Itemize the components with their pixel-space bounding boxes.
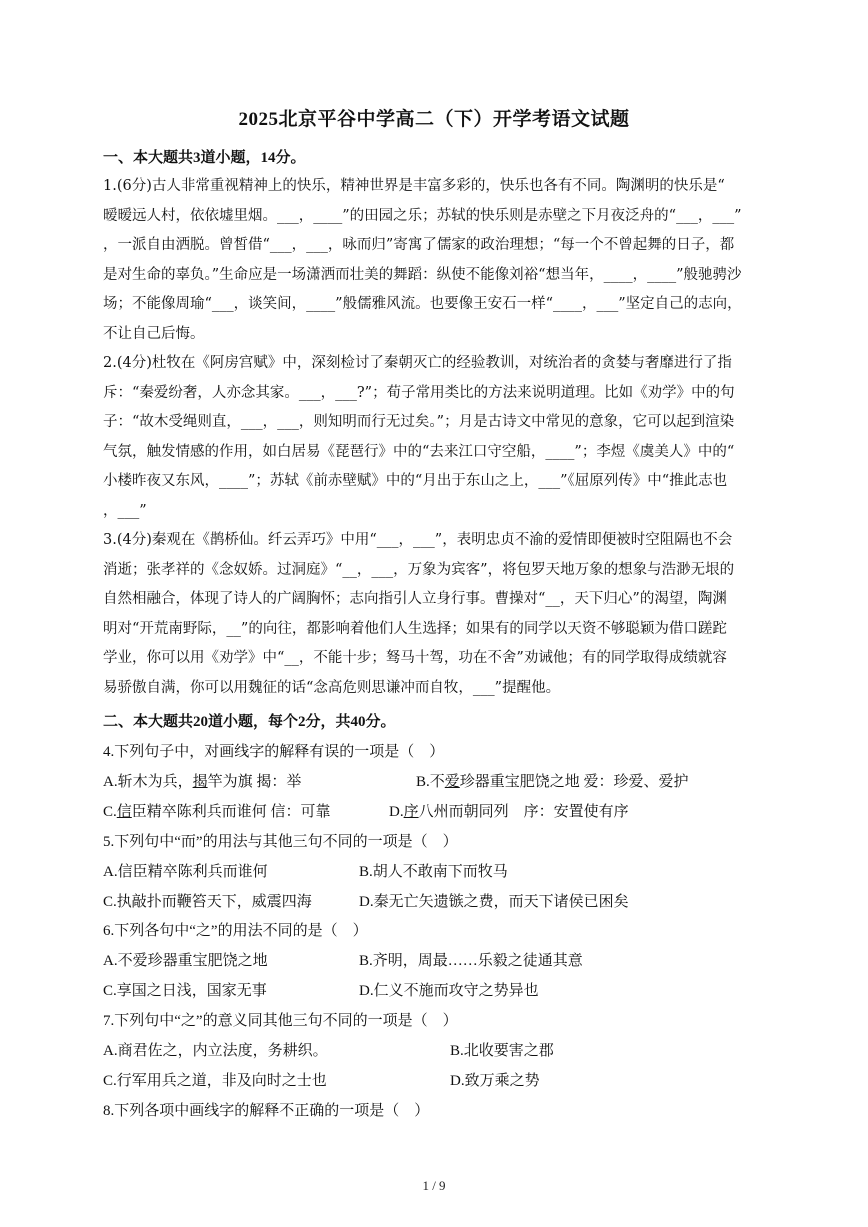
question-5-option-a: A.信臣精卒陈利兵而谁何 — [103, 864, 268, 880]
question-1-line: 1.(6分)古人非常重视精神上的快乐，精神世界是丰富多彩的，快乐也各有不同。陶渊明的快乐是“ — [103, 178, 725, 194]
question-1-line: ，一派自由洒脱。曾皙借“___，___，咏而归”寄寓了儒家的政治理想；“每一个不曾起舞的日子，都 — [103, 237, 735, 254]
question-4-option-c: C.信臣精卒陈利兵而谁何 信：可靠 — [103, 804, 331, 820]
question-4-option-b: B.不爱珍器重宝肥饶之地 爱：珍爱、爱护 — [416, 774, 689, 790]
question-7-option-d: D.致万乘之势 — [450, 1073, 540, 1089]
question-3-line: 学业，你可以用《劝学》中“__，不能十步；驽马十驾，功在不舍”劝诫他；有的同学取得成绩就容 — [103, 650, 727, 667]
question-1-line: 不让自己后悔。 — [103, 325, 205, 342]
question-3-line: 消逝；张孝祥的《念奴娇。过洞庭》“__，___，万象为宾客”，将包罗天地万象的想象与浩渺无垠的 — [103, 561, 735, 578]
question-1-line: 暧暧远人村，依依墟里烟。___，____”的田园之乐；苏轼的快乐则是赤壁之下月夜泛舟的“___，___” — [103, 207, 742, 224]
question-4-option-d: D.序八州而朝同列 序：安置使有序 — [389, 804, 629, 820]
question-2-line: ，___” — [103, 502, 147, 519]
question-2-line: 气氛，触发情感的作用，如白居易《琵琶行》中的“去来江口守空船，____”；李煜《虞美人》中的“ — [103, 443, 735, 460]
question-5-option-d: D.秦无亡矢遗镞之费，而天下诸侯已困矣 — [359, 894, 629, 910]
question-1-line: 场；不能像周瑜“___，谈笑间，____”般儒雅风流。也要像王安石一样“____，___”坚定自己的志向， — [103, 296, 742, 313]
question-2 — [103, 349, 765, 527]
question-3-line: 自然相融合，体现了诗人的广阔胸怀；志向指引人立身行事。曹操对“__，天下归心”的渴望，陶渊 — [103, 591, 727, 608]
question-1-line: 是对生命的辜负。”生命应是一场潇洒而壮美的舞蹈：纵使不能像刘裕“想当年，____，____”般驰骋沙 — [103, 266, 742, 283]
question-7-option-a: A.商君佐之，内立法度，务耕织。 — [103, 1043, 328, 1059]
section-heading-2: 二、本大题共20道小题，每个2分，共40分。 — [103, 714, 396, 730]
question-2-line: 小楼昨夜又东风，____”；苏轼《前赤壁赋》中的“月出于东山之上，___”《屈原列传》中“推此志也 — [103, 473, 728, 490]
page-title: 2025北京平谷中学高二（下）开学考语文试题 — [238, 109, 630, 130]
question-2-line: 2.(4分)杜牧在《阿房宫赋》中，深刻检讨了秦朝灭亡的经验教训，对统治者的贪婪与奢靡进行了指 — [103, 355, 732, 371]
question-7-option-b: B.北收要害之郡 — [450, 1043, 554, 1059]
question-6-option-b: B.齐明，周最……乐毅之徒通其意 — [359, 953, 583, 969]
question-6-stem: 6.下列各句中“之”的用法不同的是（ ） — [103, 923, 368, 939]
question-2-line: 子：“故木受绳则直，___，___，则知明而行无过矣。”；月是古诗文中常见的意象，它可以起到渲染 — [103, 414, 735, 431]
question-3-line: 3.(4分)秦观在《鹊桥仙。纤云弄巧》中用“___，___”，表明忠贞不渝的爱情即便被时空阻隔也不会 — [103, 532, 733, 548]
question-6-option-a: A.不爱珍器重宝肥饶之地 — [103, 953, 268, 969]
question-5-option-c: C.执敲扑而鞭笞天下，威震四海 — [103, 894, 312, 910]
question-3-line: 易骄傲自满，你可以用魏征的话“念高危则思谦冲而自牧，___”提醒他。 — [103, 679, 561, 696]
underlined-char: 序 — [403, 804, 419, 820]
question-8-stem: 8.下列各项中画线字的解释不正确的一项是（ ） — [103, 1103, 430, 1119]
question-3-line: 明对“开荒南野际，__”的向往，都影响着他们人生选择；如果有的同学以天资不够聪颖为借口蹉跎 — [103, 620, 727, 637]
question-3 — [103, 526, 765, 704]
question-6-option-d: D.仁义不施而攻守之势异也 — [359, 983, 539, 999]
section-heading-1: 一、本大题共3道小题，14分。 — [103, 150, 306, 166]
question-1 — [103, 172, 765, 350]
underlined-char: 信 — [116, 804, 132, 820]
underlined-char: 揭 — [192, 774, 208, 790]
question-4-stem: 4.下列句子中，对画线字的解释有误的一项是（ ） — [103, 744, 445, 760]
question-4-option-a: A.斩木为兵，揭竿为旗 揭：举 — [103, 774, 302, 790]
question-7-option-c: C.行军用兵之道，非及向时之士也 — [103, 1073, 327, 1089]
question-5-stem: 5.下列句中“而”的用法与其他三句不同的一项是（ ） — [103, 834, 458, 850]
page-number: 1 / 9 — [422, 1178, 446, 1193]
question-2-line: 斥：“秦爱纷奢，人亦念其家。___，___?”；荀子常用类比的方法来说明道理。比如《劝学》中的句 — [103, 384, 735, 401]
question-7-stem: 7.下列句中“之”的意义同其他三句不同的一项是（ ） — [103, 1013, 458, 1029]
question-6-option-c: C.享国之日浅，国家无事 — [103, 983, 267, 999]
question-5-option-b: B.胡人不敢南下而牧马 — [359, 864, 508, 880]
underlined-char: 爱 — [444, 774, 460, 790]
